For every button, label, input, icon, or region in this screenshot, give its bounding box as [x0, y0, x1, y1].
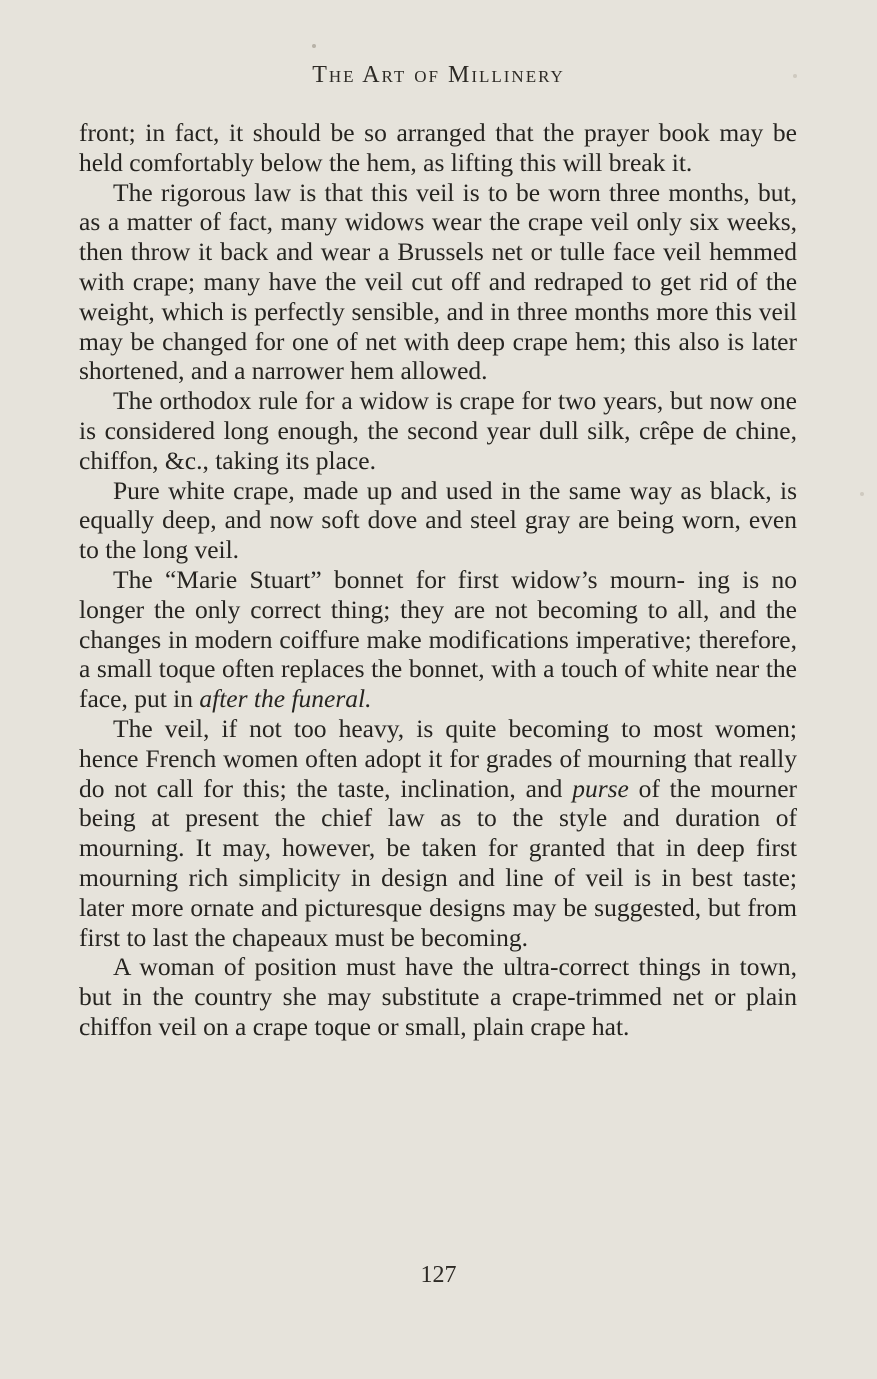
text-line: The orthodox rule for a widow is crape for two years, — [113, 386, 664, 416]
text-line: becoming to all, and the changes in modern coiffure — [79, 594, 797, 654]
text-line: of the mourner being at present — [79, 773, 798, 833]
text-line: may be suggested, but from first to last the chapeaux — [79, 892, 797, 952]
text-line: things in town, but in the country she may substitute — [79, 952, 797, 1012]
text-line: front; in fact, it should be so arranged that the prayer — [79, 118, 650, 147]
text-line: must be becoming. — [334, 922, 528, 952]
print-speck — [860, 492, 864, 496]
text-line: of mourning that really do not call for this; the taste, — [79, 743, 797, 803]
text-line: best taste; later more ornate and picturesque designs — [79, 862, 797, 922]
text-line: the chief law as to the style and duration of mourning. — [79, 803, 797, 863]
italic-word: purse — [572, 773, 629, 803]
text-line: mourning rich simplicity in design and line of veil is in — [79, 862, 682, 892]
text-line: the weight, which is perfectly sensible, and in three — [79, 266, 798, 326]
text-line: months, but, as a matter of fact, many widows wear the — [79, 177, 798, 237]
text-line: but now one is considered long enough, the second year — [79, 386, 797, 445]
page-number: 127 — [420, 1262, 457, 1288]
paragraph-1 — [79, 118, 797, 178]
text-line: The veil, if not too heavy, is quite becoming to most — [113, 713, 703, 743]
text-line: The “Marie Stuart” bonnet for first widow’s mourn- — [113, 564, 685, 594]
text-line: It may, however, be taken for granted that in deep first — [195, 833, 797, 863]
paragraph-3 — [79, 386, 797, 475]
print-speck — [312, 44, 316, 48]
text-line: ing is no longer the only correct thing; they are not — [79, 564, 797, 624]
text-line: make modifications imperative; therefore, a small toque — [79, 624, 797, 684]
text-line: months more this veil may be changed for one of net — [79, 296, 797, 356]
text-line: book may be held comfortably below the hem, as lifting — [79, 118, 797, 177]
paragraph-5 — [79, 565, 797, 714]
text-line: inclination, and — [400, 773, 573, 803]
paragraph-4 — [79, 476, 797, 565]
text-line: a crape-trimmed net or plain chiffon veil on a crape — [79, 982, 797, 1041]
body-text — [79, 118, 797, 1042]
paragraph-7 — [79, 952, 797, 1041]
text-line: often replaces the bonnet, with a touch of white near — [222, 654, 760, 684]
text-line: many have the veil cut off and redraped to get rid of — [203, 266, 758, 296]
text-line: The rigorous law is that this veil is to be worn three — [113, 177, 661, 207]
paragraph-2 — [79, 178, 797, 387]
text-line: A woman of position must have the ultra-correct — [113, 952, 630, 982]
text-line: this will break it. — [519, 147, 693, 177]
text-line: women; hence French women often adopt it for grades — [79, 713, 798, 773]
text-line: dull silk, crêpe de chine, chiffon, &c., taking its place. — [79, 415, 798, 475]
text-line: a Brussels net or tulle face veil hemmed with crape; — [79, 237, 798, 296]
running-head: The Art of Millinery — [312, 62, 565, 88]
text-line: crape veil only six weeks, then throw it back and wear — [79, 207, 797, 267]
text-line: as black, is equally deep, and now soft dove and steel — [79, 475, 797, 535]
text-line: toque or small, plain crape hat. — [314, 1011, 630, 1041]
text-line: the face, put in — [79, 654, 797, 714]
paragraph-6 — [79, 714, 797, 952]
text-line: Pure white crape, made up and used in the same way — [113, 475, 672, 505]
italic-phrase: after the funeral. — [199, 684, 372, 714]
text-line: with deep crape hem; this also is later shortened, and — [79, 326, 797, 386]
text-line: gray are being worn, even to the long veil. — [79, 505, 798, 565]
text-line: a narrower hem allowed. — [234, 356, 488, 386]
